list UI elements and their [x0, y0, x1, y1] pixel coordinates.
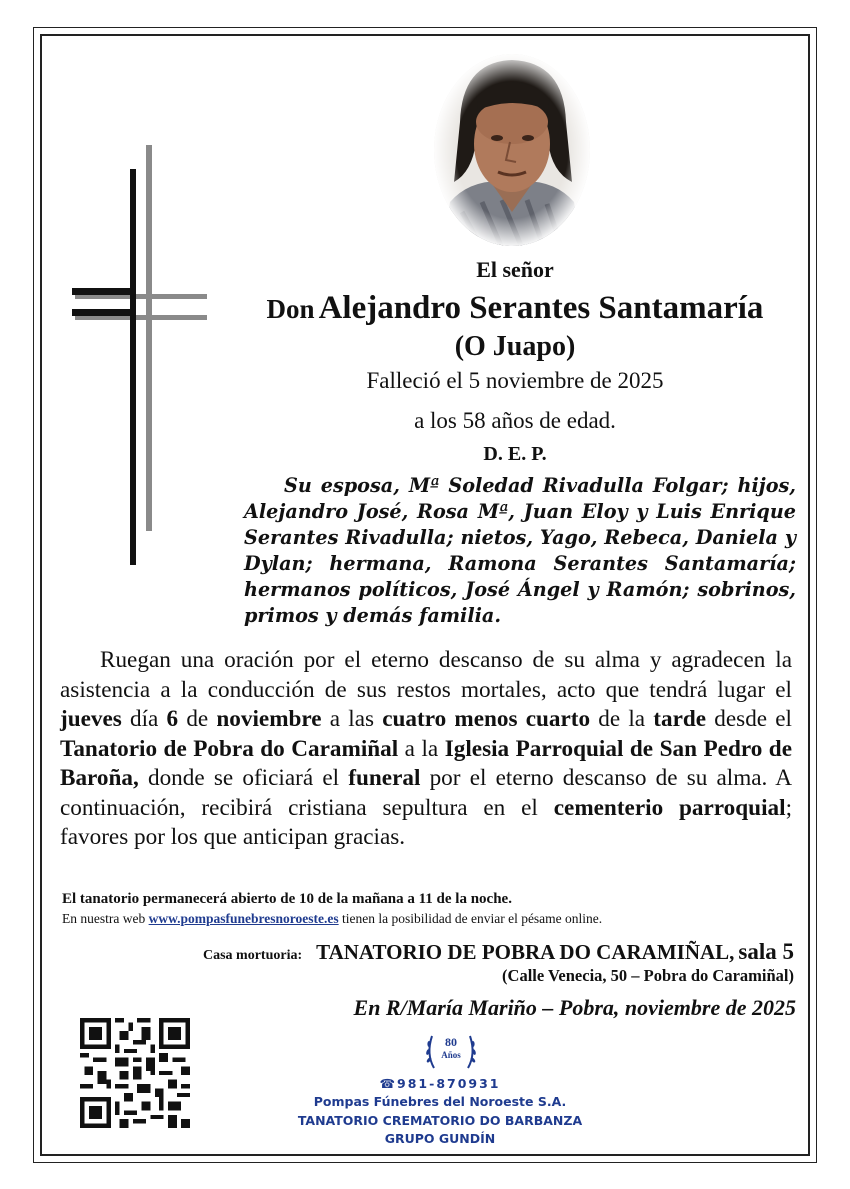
don-title: Don — [266, 294, 315, 324]
body-text: por el eterno descanso de su alma. A continuación, recibirá cristiana sepultura en el — [60, 765, 793, 821]
opening-hours-note: El tanatorio permanecerá abierto de 10 de la mañana a 11 de la noche. — [62, 891, 512, 907]
body-bold: Tanatorio de Pobra do Caramiñal — [60, 735, 399, 762]
company-line2: TANATORIO CREMATORIO DO BARBANZA — [297, 1113, 583, 1128]
cross-icon — [70, 143, 210, 568]
body-bold: funeral — [348, 765, 421, 791]
body-bold: noviembre — [216, 706, 322, 732]
web-note-text: En nuestra web — [62, 911, 149, 926]
company-name: Pompas Fúnebres del Noroeste S.A. — [313, 1094, 567, 1109]
nickname: (O Juapo) — [454, 331, 576, 362]
company-line3: GRUPO GUNDÍN — [384, 1131, 496, 1146]
body-text: a la — [398, 735, 445, 762]
age-text: a los 58 años de edad. — [414, 408, 616, 433]
body-bold: Iglesia Parroquial de San Pedro de Baroña, — [60, 735, 792, 791]
logo-word: Años — [441, 1050, 461, 1060]
body-bold: cuatro menos cuarto — [382, 706, 591, 732]
deceased-name: Alejandro Serantes Santamaría — [318, 290, 764, 326]
body-bold: 6 — [166, 706, 179, 732]
logo-number: 80 — [445, 1035, 457, 1049]
family-text: Su esposa, Mª Soledad Rivadulla Folgar; hijos, Alejandro José, Rosa Mª, Juan Eloy y Luis Enrique Serantes Rivadulla; nietos, Yago, Rebeca, Daniela y Dylan; hermana, Ramona Serantes Santamaría; hermanos políticos, José Ángel y Ramón; sobrinos, primos y demás familia. — [244, 474, 796, 627]
funeral-home-address: (Calle Venecia, 50 – Pobra do Caramiñal) — [502, 966, 794, 985]
funeral-home-name: TANATORIO DE POBRA DO CARAMIÑAL, — [316, 940, 735, 964]
place-date: En R/María Mariño – Pobra, noviembre de 2025 — [353, 995, 796, 1020]
anniversary-logo — [422, 1024, 480, 1076]
body-bold: tarde — [653, 706, 707, 732]
body-text: desde el — [706, 706, 793, 732]
rip-text: D. E. P. — [483, 443, 547, 465]
body-text: día — [121, 706, 167, 732]
website-link[interactable]: www.pompasfunebresnoroeste.es — [148, 911, 339, 926]
company-phone: ☎981-870931 — [379, 1076, 501, 1091]
web-note — [62, 911, 602, 927]
body-text: a las — [321, 706, 383, 732]
deceased-name-line — [230, 290, 800, 327]
room-number: sala 5 — [738, 939, 794, 964]
funeral-home-label: Casa mortuoria: — [202, 948, 303, 963]
body-text: de — [178, 706, 217, 732]
intro-text: El señor — [476, 257, 554, 282]
portrait-photo — [432, 52, 592, 248]
ceremony-paragraph — [60, 646, 792, 853]
funeral-home-line — [203, 939, 794, 965]
body-text: ; favores por los que anticipan gracias. — [60, 794, 793, 850]
body-text: donde se oficiará el — [138, 765, 349, 791]
qr-code-icon[interactable] — [80, 1018, 190, 1128]
web-note-text: tienen la posibilidad de enviar el pésame online. — [338, 911, 603, 926]
death-date: Falleció el 5 noviembre de 2025 — [366, 368, 664, 393]
body-text: de la — [590, 706, 654, 732]
family-paragraph — [244, 473, 796, 629]
body-bold: jueves — [60, 706, 122, 732]
body-bold: cementerio parroquial — [553, 794, 786, 821]
body-text: Ruegan una oración por el eterno descanso de su alma y agradecen la asistencia a la conducción de sus restos mortales, acto que tendrá lugar el — [60, 647, 792, 703]
